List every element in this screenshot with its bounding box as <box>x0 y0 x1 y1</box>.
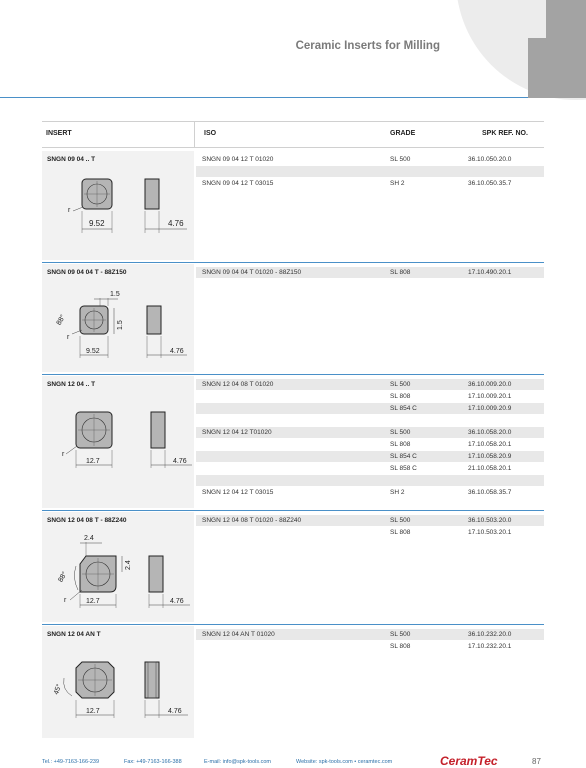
dim-width: 12.7 <box>86 708 100 715</box>
dim-thickness: 4.76 <box>170 348 184 355</box>
column-header-insert: INSERT <box>46 130 72 137</box>
section-sngn-120408-88z240 <box>42 512 544 622</box>
section-sngn-1204-an-t <box>42 626 544 738</box>
dim-thickness: 4.76 <box>168 219 184 228</box>
table-row: SL 858 C 21.10.058.20.1 <box>390 465 512 472</box>
table-row: SL 808 17.10.232.20.1 <box>390 643 512 650</box>
dim-radius: r <box>62 451 65 458</box>
column-header-spk-ref: SPK REF. NO. <box>482 130 528 137</box>
footer-email[interactable]: E-mail: info@spk-tools.com <box>204 759 272 765</box>
insert-drawing <box>42 512 194 622</box>
table-row <box>196 475 544 486</box>
section-sngn-090404-88z150 <box>42 264 544 372</box>
section-divider <box>42 262 544 263</box>
page-title: Ceramic Inserts for Milling <box>295 40 440 52</box>
table-row: SNGN 12 04 AN T 01020 SL 500 36.10.232.20.0 <box>196 629 544 640</box>
dim-width: 9.52 <box>86 348 100 355</box>
dim-thickness: 4.76 <box>168 708 182 715</box>
table-row: SNGN 09 04 04 T 01020 - 88Z150 SL 808 17.10.490.20.1 <box>196 267 544 278</box>
header-rule <box>0 97 528 98</box>
section-divider <box>42 510 544 511</box>
section-sngn-1204-t <box>42 376 544 508</box>
table-row: SL 808 17.10.009.20.1 <box>390 393 512 400</box>
insert-drawing <box>42 626 194 738</box>
insert-drawing <box>42 376 194 508</box>
section-divider <box>42 374 544 375</box>
dim-chamfer-width: 1.5 <box>110 291 120 298</box>
table-row: SNGN 12 04 12 T 03015 SH 2 36.10.058.35.7 <box>202 489 512 496</box>
table-row <box>196 166 544 177</box>
dim-width: 9.52 <box>89 219 105 228</box>
footer-fax: Fax: +49-7163-166-388 <box>124 759 182 765</box>
table-row: SNGN 12 04 08 T 01020 - 88Z240 SL 500 36.10.503.20.0 <box>196 515 544 526</box>
dim-chamfer-height: 2.4 <box>125 560 132 570</box>
section-divider <box>42 624 544 625</box>
column-header-grade: GRADE <box>390 130 416 137</box>
table-row: SL 808 17.10.058.20.1 <box>390 441 512 448</box>
column-header-iso: ISO <box>204 130 217 137</box>
table-row: SL 808 17.10.503.20.1 <box>390 529 512 536</box>
table-row: SL 854 C 17.10.009.20.9 <box>196 403 544 414</box>
dim-angle: 88° <box>57 570 69 584</box>
dim-width: 12.7 <box>86 598 100 605</box>
section-name: SNGN 12 04 .. T <box>47 381 96 388</box>
header-rule-grey <box>528 97 586 98</box>
section-name: SNGN 12 04 AN T <box>47 631 101 638</box>
dim-radius: r <box>68 207 71 214</box>
dim-angle: 88° <box>55 313 68 327</box>
dim-angle: 45° <box>53 683 64 696</box>
table-row: SNGN 09 04 12 T 03015 SH 2 36.10.050.35.7 <box>202 180 512 187</box>
header-decoration-bar <box>528 38 586 98</box>
section-name: SNGN 09 04 .. T <box>47 156 96 163</box>
footer-website[interactable]: Website: spk-tools.com • ceramtec.com <box>296 759 393 765</box>
dim-width: 12.7 <box>86 458 100 465</box>
column-divider <box>194 122 195 148</box>
section-name: SNGN 12 04 08 T - 88Z240 <box>47 517 127 524</box>
dim-thickness: 4.76 <box>170 598 184 605</box>
dim-radius: r <box>64 597 67 604</box>
dim-chamfer-width: 2.4 <box>84 535 94 542</box>
footer-tel: Tel.: +49-7163-166-239 <box>42 759 100 765</box>
ceramtec-logo: CeramTec <box>440 754 498 768</box>
header-decoration-bar-top <box>546 0 586 38</box>
section-name: SNGN 09 04 04 T - 88Z150 <box>47 269 127 276</box>
page-number: 87 <box>532 757 541 766</box>
table-row: SL 854 C 17.10.058.20.9 <box>196 451 544 462</box>
insert-drawing <box>42 151 194 260</box>
table-row <box>196 415 544 426</box>
table-row: SNGN 12 04 08 T 01020 SL 500 36.10.009.20.0 <box>196 379 544 390</box>
table-row: SNGN 09 04 12 T 01020 SL 500 36.10.050.20.0 <box>202 156 512 163</box>
dim-chamfer-height: 1.5 <box>117 320 124 330</box>
table-row: SNGN 12 04 12 T01020 SL 500 36.10.058.20.0 <box>196 427 544 438</box>
section-sngn-0904-t <box>42 151 544 260</box>
table-header <box>42 121 544 148</box>
dim-thickness: 4.76 <box>173 458 187 465</box>
dim-radius: r <box>67 334 70 341</box>
insert-drawing <box>42 264 194 372</box>
